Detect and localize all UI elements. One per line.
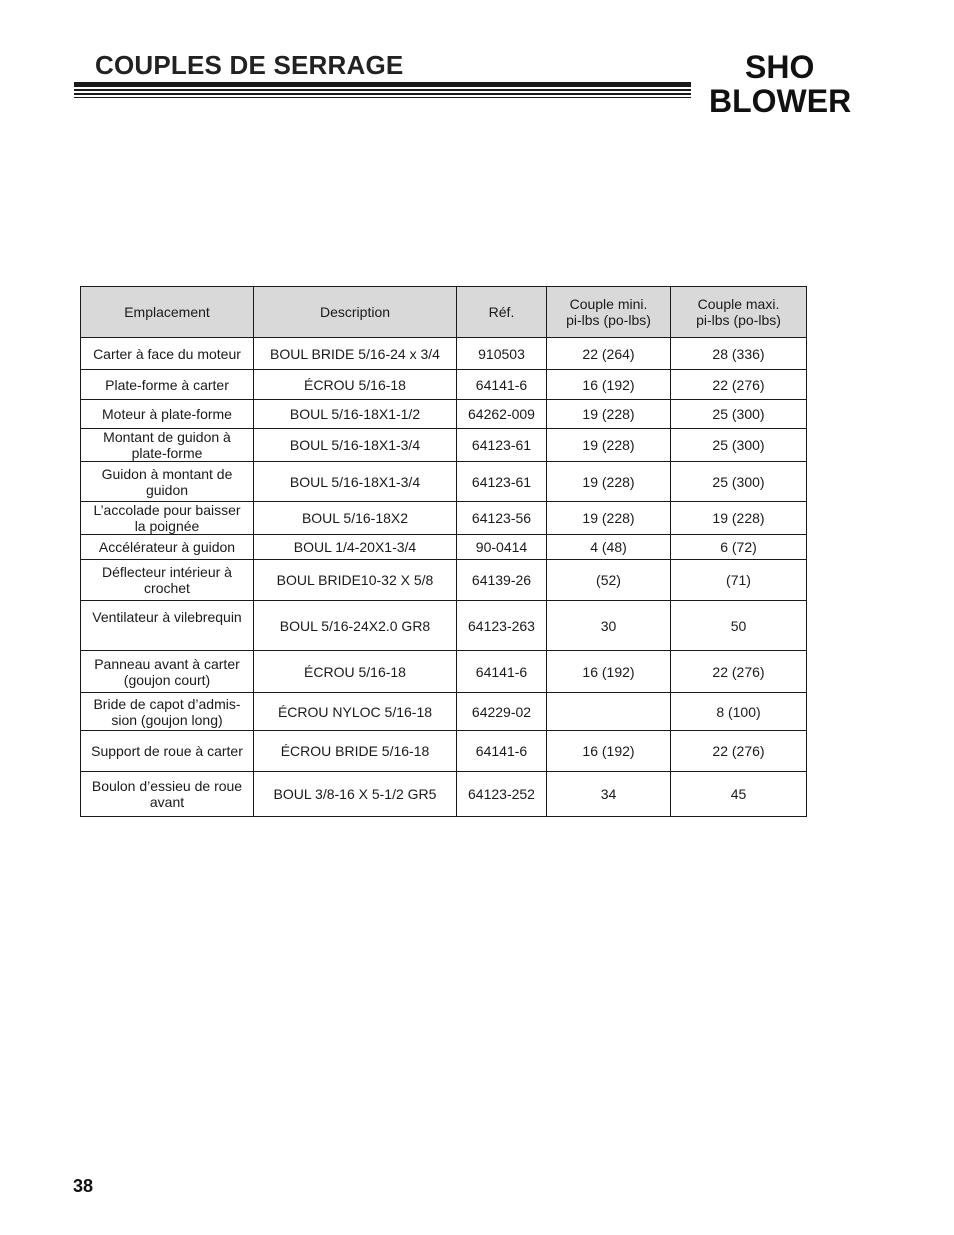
column-header-description: Description [254, 287, 457, 338]
cell-ref: 64123-56 [457, 502, 547, 535]
cell-ref: 64139-26 [457, 560, 547, 601]
section-title: COUPLES DE SERRAGE [95, 50, 404, 80]
cell-min-torque: 19 (228) [547, 502, 671, 535]
cell-description: BOUL 5/16-24X2.0 GR8 [254, 601, 457, 651]
cell-max-torque: 22 (276) [671, 370, 807, 400]
table-row [81, 772, 807, 817]
cell-location: Déflecteur intérieur à crochet [81, 560, 254, 601]
cell-max-torque: 19 (228) [671, 502, 807, 535]
cell-min-torque [547, 693, 671, 731]
cell-location: Bride de capot d’admis-sion (goujon long) [81, 693, 254, 731]
product-name-line1: SHO [745, 49, 815, 85]
product-name-line2: BLOWER [709, 83, 852, 119]
cell-ref: 910503 [457, 338, 547, 370]
cell-max-torque: 6 (72) [671, 535, 807, 560]
cell-location: Ventilateur à vilebrequin [81, 601, 254, 651]
page-number: 38 [73, 1176, 94, 1196]
cell-ref: 64123-61 [457, 429, 547, 462]
cell-location: Boulon d’essieu de roue avant [81, 772, 254, 817]
cell-ref: 64123-61 [457, 462, 547, 502]
table-row [81, 560, 807, 601]
column-header-max-torque: Couple maxi. pi-lbs (po-lbs) [671, 287, 807, 338]
table-row [81, 731, 807, 772]
table-header-row [81, 287, 807, 338]
cell-max-torque: 45 [671, 772, 807, 817]
cell-min-torque: 16 (192) [547, 731, 671, 772]
cell-min-torque: 19 (228) [547, 462, 671, 502]
cell-max-torque: 25 (300) [671, 429, 807, 462]
cell-description: BOUL 3/8-16 X 5-1/2 GR5 [254, 772, 457, 817]
cell-location: Panneau avant à carter (goujon court) [81, 651, 254, 693]
cell-description: ÉCROU NYLOC 5/16-18 [254, 693, 457, 731]
cell-min-torque: 16 (192) [547, 651, 671, 693]
table-row [81, 693, 807, 731]
cell-ref: 64123-263 [457, 601, 547, 651]
cell-ref: 64141-6 [457, 370, 547, 400]
cell-min-torque: 19 (228) [547, 400, 671, 429]
cell-description: BOUL 1/4-20X1-3/4 [254, 535, 457, 560]
column-header-ref: Réf. [457, 287, 547, 338]
cell-description: ÉCROU BRIDE 5/16-18 [254, 731, 457, 772]
cell-ref: 64123-252 [457, 772, 547, 817]
cell-description: BOUL BRIDE10-32 X 5/8 [254, 560, 457, 601]
table-row [81, 651, 807, 693]
cell-location: Plate-forme à carter [81, 370, 254, 400]
cell-description: BOUL 5/16-18X2 [254, 502, 457, 535]
cell-description: BOUL 5/16-18X1-3/4 [254, 429, 457, 462]
cell-location: Montant de guidon à plate-forme [81, 429, 254, 462]
header-rule [74, 97, 691, 98]
cell-max-torque: 25 (300) [671, 462, 807, 502]
column-header-location: Emplacement [81, 287, 254, 338]
cell-min-torque: 30 [547, 601, 671, 651]
cell-description: BOUL 5/16-18X1-3/4 [254, 462, 457, 502]
cell-location: Guidon à montant de guidon [81, 462, 254, 502]
cell-min-torque: 22 (264) [547, 338, 671, 370]
cell-min-torque: 4 (48) [547, 535, 671, 560]
torque-table [80, 286, 807, 817]
table-row [81, 601, 807, 651]
cell-location: L’accolade pour baisser la poignée [81, 502, 254, 535]
cell-max-torque: 28 (336) [671, 338, 807, 370]
cell-min-torque: 16 (192) [547, 370, 671, 400]
product-name [709, 50, 851, 118]
cell-description: BOUL 5/16-18X1-1/2 [254, 400, 457, 429]
cell-ref: 64141-6 [457, 731, 547, 772]
cell-location: Carter à face du moteur [81, 338, 254, 370]
table-row [81, 462, 807, 502]
cell-ref: 90-0414 [457, 535, 547, 560]
column-header-min-torque: Couple mini. pi-lbs (po-lbs) [547, 287, 671, 338]
cell-max-torque: 50 [671, 601, 807, 651]
cell-location: Accélérateur à guidon [81, 535, 254, 560]
cell-max-torque: (71) [671, 560, 807, 601]
header-rules [74, 82, 691, 98]
table-row [81, 370, 807, 400]
cell-description: BOUL BRIDE 5/16-24 x 3/4 [254, 338, 457, 370]
table-row [81, 502, 807, 535]
cell-min-torque: (52) [547, 560, 671, 601]
table-row [81, 400, 807, 429]
cell-max-torque: 8 (100) [671, 693, 807, 731]
cell-location: Moteur à plate-forme [81, 400, 254, 429]
cell-ref: 64262-009 [457, 400, 547, 429]
cell-ref: 64229-02 [457, 693, 547, 731]
table-row [81, 535, 807, 560]
cell-max-torque: 22 (276) [671, 731, 807, 772]
cell-max-torque: 25 (300) [671, 400, 807, 429]
cell-description: ÉCROU 5/16-18 [254, 370, 457, 400]
table-row [81, 338, 807, 370]
cell-min-torque: 34 [547, 772, 671, 817]
cell-max-torque: 22 (276) [671, 651, 807, 693]
cell-location: Support de roue à carter [81, 731, 254, 772]
cell-ref: 64141-6 [457, 651, 547, 693]
table-row [81, 429, 807, 462]
cell-description: ÉCROU 5/16-18 [254, 651, 457, 693]
cell-min-torque: 19 (228) [547, 429, 671, 462]
